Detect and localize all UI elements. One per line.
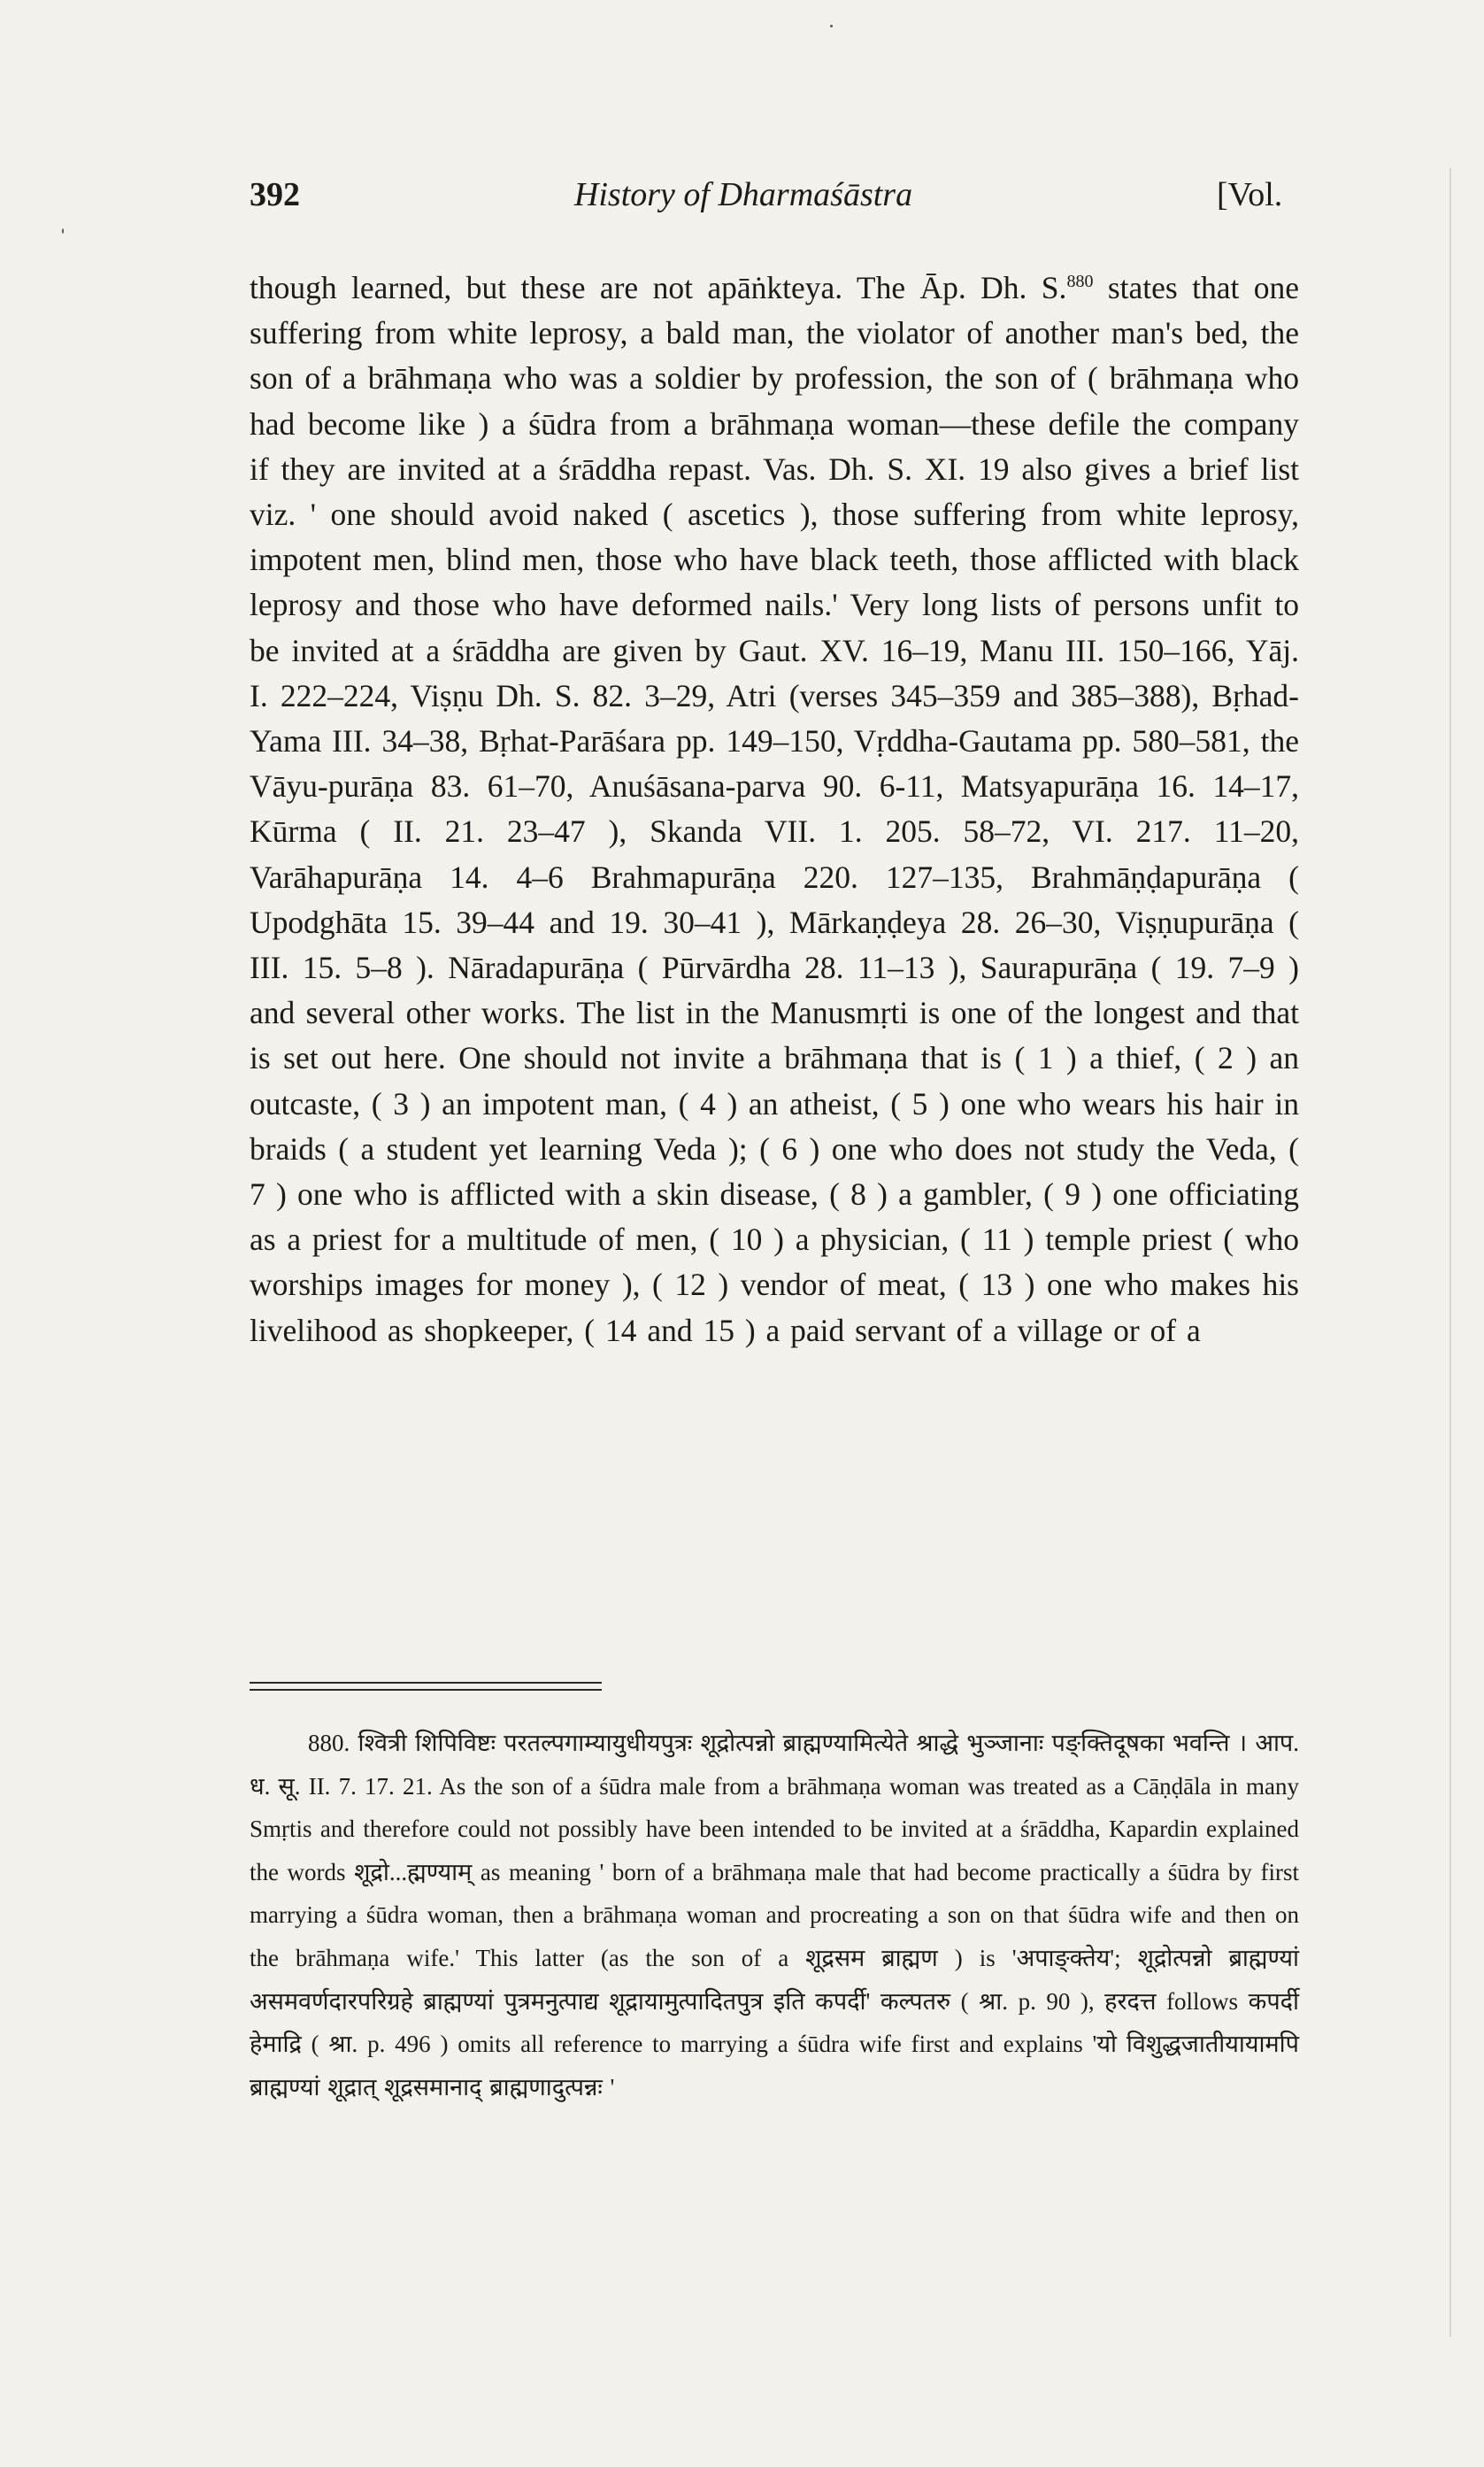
main-paragraph [250,266,1299,1353]
scan-margin-line [1449,168,1451,2337]
footnote-reference: 880 [1066,272,1094,292]
running-title: History of Dharmaśāstra [573,176,913,213]
paragraph-text-start: though learned, but these are not apāṅkteya. The Āp. Dh. S. [250,270,1067,305]
paragraph-text-rest: states that one suffering from white leprosy, a bald man, the violator of another man's bed, the son of a brāhmaṇa who was a soldier by profession, the son of ( brāhmaṇa who had become like ) a śūdra from a brāhmaṇa woman—these defile the company if they are invited at a śrāddha repast. Vas. Dh. S. XI. 19 also gives a brief list viz. ' one should avoid naked ( ascetics ), those suffering from white leprosy, impotent men, blind men, those who have black teeth, those afflicted with black leprosy and those who have deformed nails.' Very long lists of persons unfit to be invited at a śrāddha are given by Gaut. XV. 16–19, Manu III. 150–166, Yāj. I. 222–224, Viṣṇu Dh. S. 82. 3–29, Atri (verses 345–359 and 385–388), Bṛhad-Yama III. 34–38, Bṛhat-Parāśara pp. 149–150, Vṛddha-Gautama pp. 580–581, the Vāyu-purāṇa 83. 61–70, Anuśāsana-parva 90. 6-11, Matsyapurāṇa 16. 14–17, Kūrma ( II. 21. 23–47 ), Skanda VII. 1. 205. 58–72, VI. 217. 11–20, Varāhapurāṇa 14. 4–6 Brahmapurāṇa 220. 127–135, Brahmāṇḍapurāṇa ( Upodghāta 15. 39–44 and 19. 30–41 ), Mārkaṇḍeya 28. 26–30, Viṣṇupurāṇa ( III. 15. 5–8 ). Nāradapurāṇa ( Pūrvārdha 28. 11–13 ), Saurapurāṇa ( 19. 7–9 ) and several other works. The list in the Manusmṛti is one of the longest and that is set out here. One should not invite a brāhmaṇa that is ( 1 ) a thief, ( 2 ) an outcaste, ( 3 ) an impotent man, ( 4 ) an atheist, ( 5 ) one who wears his hair in braids ( a student yet learning Veda ); ( 6 ) one who does not study the Veda, ( 7 ) one who is afflicted with a skin disease, ( 8 ) a gambler, ( 9 ) one officiating as a priest for a multitude of men, ( 10 ) a physician, ( 11 ) temple priest ( who worships images for money ), ( 12 ) vendor of meat, ( 13 ) one who makes his livelihood as shopkeeper, ( 14 and 15 ) a paid servant of a village or of a [250,270,1300,1348]
footnote-separator [250,1682,602,1691]
footnote-text: श्वित्री शिपिविष्टः परतल्पगाम्यायुधीयपुत्रः शूद्रोत्पन्नो ब्राह्मण्यामित्येते श्राद्धे भुञ्जानाः पङ्क्तिदूषका भवन्ति । आप. ध. सू. II. 7. 17. 21. As the son of a śūdra male from a brāhmaṇa woman was treated as a Cāṇḍāla in many Smṛtis and therefore could not possibly have been intended to be invited at a śrāddha, Kapardin explained the words शूद्रो...ह्मण्याम् as meaning ' born of a brāhmaṇa male that had become practically a śūdra by first marrying a śūdra woman, then a brāhmaṇa woman and procreating a son on that śūdra wife and then on the brāhmaṇa wife.' This latter (as the son of a शूद्रसम ब्राह्मण ) is 'अपाङ्क्तेय'; शूद्रोत्पन्नो ब्राह्मण्यां असमवर्णदारपरिग्रहे ब्राह्मण्यां पुत्रमनुत्पाद्य शूद्रायामुत्पादितपुत्र इति कपर्दी' कल्पतरु ( श्रा. p. 90 ), हरदत्त follows कपर्दी हेमाद्रि ( श्रा. p. 496 ) omits all reference to marrying a śūdra wife first and explains 'यो विशुद्धजातीयायामपि ब्राह्मण्यां शूद्रात् शूद्रसमानाद् ब्राह्मणादुत्पन्नः ' [250,1730,1299,2101]
footnote-880 [250,1722,1299,2109]
volume-label: [Vol. [1217,176,1283,213]
scan-speck [62,228,64,234]
footnote-number: 880. [308,1730,350,1756]
page-number: 392 [250,176,300,213]
scan-speck [830,25,833,27]
